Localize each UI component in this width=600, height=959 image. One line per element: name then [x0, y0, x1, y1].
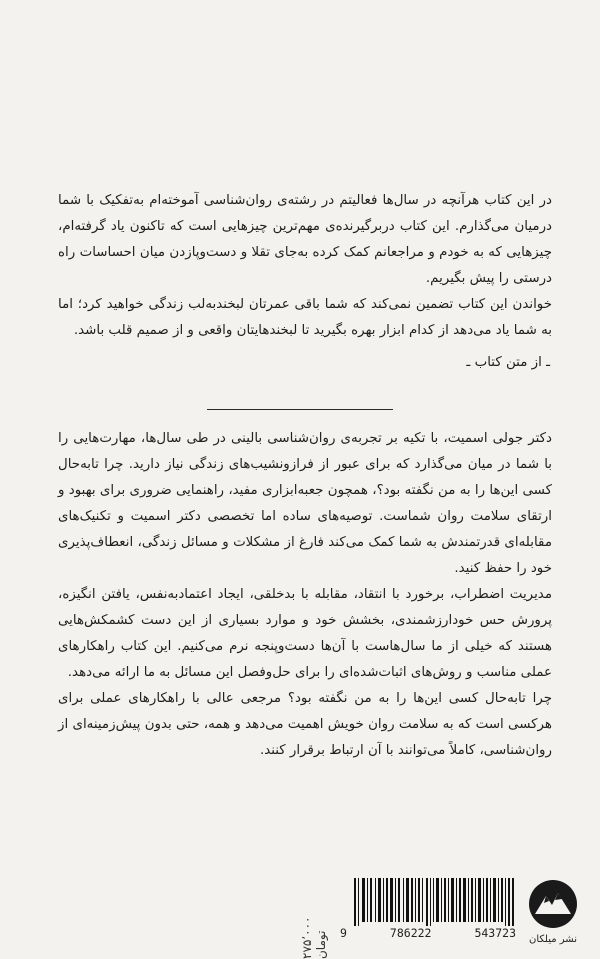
price-label: ۲۷۵٬۰۰۰ تومان [300, 916, 328, 959]
isbn-group-left: 786222 [389, 926, 432, 940]
book-excerpt [58, 188, 552, 376]
section-divider [207, 409, 393, 410]
isbn-group-right: 543723 [474, 926, 516, 940]
description-paragraph: دکتر جولی اسمیت، با تکیه بر تجربه‌ی روان‌شناسی بالینی در طی سال‌ها، مهارت‌هایی را با شما در میان می‌گذارد که برای عبور از فرازونشیب‌های زندگی نیاز دارید. چرا تابه‌حال کسی این‌ها را به من نگفته بود؟، همچون جعبه‌ابزاری مفید، راهنمایی ضروری برای بهبود و ارتقای سلامت روان شماست. توصیه‌های ساده اما تخصصی دکتر اسمیت و تکنیک‌های مقابله‌ای قدرتمندش به شما کمک می‌کند فارغ از مشکلات و مسائل زندگی، انعطاف‌پذیری خود را حفظ کنید. [58, 431, 552, 576]
barcode-bars [354, 878, 514, 926]
publisher-name: نشر میلکان [529, 934, 577, 945]
description-paragraph: مدیریت اضطراب، برخورد با انتقاد، مقابله با بدخلقی، ایجاد اعتمادبه‌نفس، یافتن انگیزه، پرورش حس خودارزشمندی، بخشش خود و موارد بسیاری از این دست کشمکش‌هایی هستند که خیلی از ما سال‌هاست با آن‌ها دست‌وپنجه نرم می‌کنیم. این کتاب راهکارهای عملی مناسب و روش‌های اثبات‌شده‌ای را برای حل‌وفصل این مسائل به ما ارائه می‌دهد. [58, 587, 552, 680]
isbn-barcode [340, 876, 516, 942]
excerpt-source: ـ از متن کتاب ـ [466, 355, 550, 370]
publisher-logo-icon [528, 876, 578, 932]
excerpt-paragraph: خواندن این کتاب تضمین نمی‌کند که شما باقی عمرتان لبخندبه‌لب زندگی خواهید کرد؛ اما به شما یاد می‌دهد از کدام ابزار بهره بگیرید تا لبخندهایتان واقعی و از صمیم قلب باشد. [58, 297, 552, 338]
isbn-number [340, 926, 516, 940]
book-description [58, 426, 552, 764]
description-paragraph: چرا تابه‌حال کسی این‌ها را به من نگفته بود؟ مرجعی عالی با راهکارهای عملی برای هرکسی است که به سلامت روان خویش اهمیت می‌دهد و همه، حتی بدون پیش‌زمینه‌ای از روان‌شناسی، کاملاً می‌توانند با آن ارتباط برقرار کنند. [58, 691, 552, 758]
isbn-prefix-digit: 9 [340, 926, 347, 940]
excerpt-paragraph: در این کتاب هرآنچه در سال‌ها فعالیتم در رشته‌ی روان‌شناسی آموخته‌ام به‌تفکیک با شما درمیان می‌گذارم. این کتاب دربرگیرنده‌ی مهم‌ترین چیزهایی است که تاکنون یاد گرفته‌ام، چیزهایی که به خودم و مراجعانم کمک کرده به‌جای تقلا و دست‌وپازدن میان احساسات راه درستی را پیش بگیریم. [58, 193, 552, 286]
